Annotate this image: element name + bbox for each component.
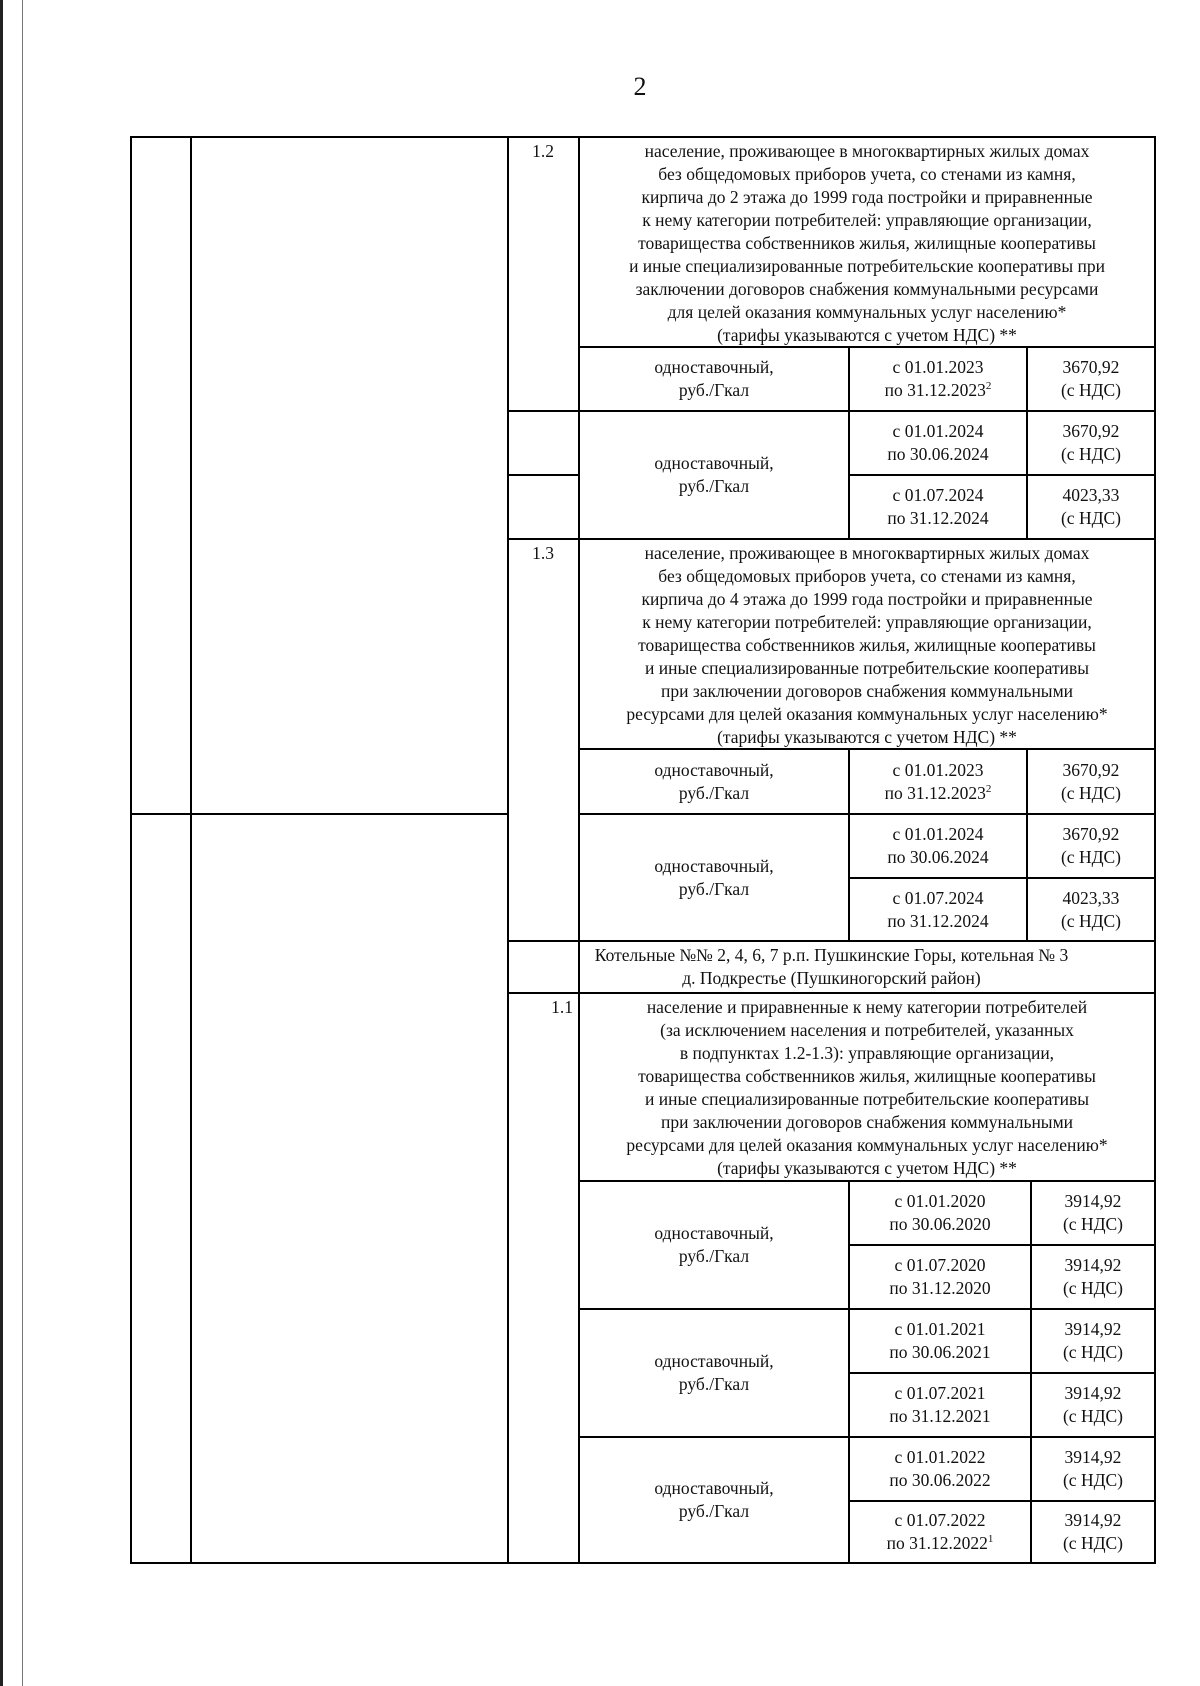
period-cell: с 01.01.2023 по 31.12.2023$^2$ xyxy=(884,759,992,803)
period-cell: с 01.07.2020 по 31.12.2020 xyxy=(889,1255,991,1298)
scan-edge xyxy=(0,0,3,1686)
rate-cell: 4023,33 (с НДС) xyxy=(1060,485,1122,528)
section-number: 1.3 xyxy=(532,543,554,563)
period-cell: с 01.01.2020 по 30.06.2020 xyxy=(889,1191,991,1234)
rate-cell: 3670,92 (с НДС) xyxy=(1060,759,1122,803)
rate-cell: 3914,92 (с НДС) xyxy=(1062,1510,1124,1553)
section-description: население, проживающее в многоквартирных жилых домах без общедомовых приборов учета, со стенами из камня, кирпича до 4 этажа до 1999 года постройки и приравненные к нему категории потребителей: управляющие организации, товарищества собственников жилья, жилищные кооперативы и иные специализированные потребительские кооперативы при заключении договоров снабжения коммунальными ресурсами для целей оказания коммунальных услуг населению* (тарифы указываются с учетом НДС) ** xyxy=(626,543,1108,747)
rate-cell: 3914,92 (с НДС) xyxy=(1062,1383,1124,1426)
rate-cell: 3670,92 (с НДС) xyxy=(1060,357,1122,400)
rate-cell: 4023,33 (с НДС) xyxy=(1060,887,1122,931)
section-description: население, проживающее в многоквартирных жилых домах без общедомовых приборов учета, со стенами из камня, кирпича до 2 этажа до 1999 года постройки и приравненные к нему категории потребителей: управляющие организации, товарищества собственников жилья, жилищные кооперативы и иные специализированные потребительские кооперативы при заключении договоров снабжения коммунальными ресурсами для целей оказания коммунальных услуг населению* (тарифы указываются с учетом НДС) ** xyxy=(629,141,1105,345)
period-cell: с 01.01.2024 по 30.06.2024 xyxy=(887,824,989,867)
period-cell: с 01.01.2022 по 30.06.2022 xyxy=(889,1447,991,1490)
period-cell: с 01.07.2024 по 31.12.2024 xyxy=(887,887,989,931)
rate-cell: 3914,92 (с НДС) xyxy=(1062,1319,1124,1362)
section-number: 1.1 xyxy=(551,997,573,1017)
section-description: население и приравненные к нему категории потребителей (за исключением населения и потребителей, указанных в подпунктах 1.2-1.3): управляющие организации, товарищества собственников жилья, жилищные кооперативы и иные специализированные потребительские кооперативы при заключении договоров снабжения коммунальными ресурсами для целей оказания коммунальных услуг населению* (тарифы указываются с учетом НДС) ** xyxy=(626,997,1108,1178)
period-cell: с 01.07.2024 по 31.12.2024 xyxy=(887,485,989,528)
scan-edge-line xyxy=(22,0,23,1686)
tariff-type-label: одноставочный, руб./Гкал xyxy=(654,357,774,400)
rate-cell: 3914,92 (с НДС) xyxy=(1062,1255,1124,1298)
rate-cell: 3670,92 (с НДС) xyxy=(1060,824,1122,867)
tariff-type-label: одноставочный, руб./Гкал xyxy=(654,453,774,496)
boiler-group-header: Котельные №№ 2, 4, 6, 7 р.п. Пушкинские Горы, котельная № 3 д. Подкрестье (Пушкиногорский район) xyxy=(594,945,1069,988)
rate-cell: 3670,92 (с НДС) xyxy=(1060,421,1122,464)
tariff-type-label: одноставочный, руб./Гкал xyxy=(654,1351,774,1394)
period-cell: с 01.01.2024 по 30.06.2024 xyxy=(887,421,989,464)
tariff-type-label: одноставочный, руб./Гкал xyxy=(654,1478,774,1521)
period-cell: с 01.07.2021 по 31.12.2021 xyxy=(889,1383,991,1426)
tariff-type-label: одноставочный, руб./Гкал xyxy=(654,1223,774,1266)
section-number: 1.2 xyxy=(532,141,554,161)
period-cell: с 01.07.2022 по 31.12.2022$^1$ xyxy=(886,1510,994,1553)
page-number: 2 xyxy=(633,72,647,101)
period-cell: с 01.01.2021 по 30.06.2021 xyxy=(889,1319,991,1362)
rate-cell: 3914,92 (с НДС) xyxy=(1062,1447,1124,1490)
tariff-type-label: одноставочный, руб./Гкал xyxy=(654,855,774,899)
tariff-type-label: одноставочный, руб./Гкал xyxy=(654,759,774,803)
period-cell: с 01.01.2023 по 31.12.2023$^2$ xyxy=(884,357,992,400)
rate-cell: 3914,92 (с НДС) xyxy=(1062,1191,1124,1234)
